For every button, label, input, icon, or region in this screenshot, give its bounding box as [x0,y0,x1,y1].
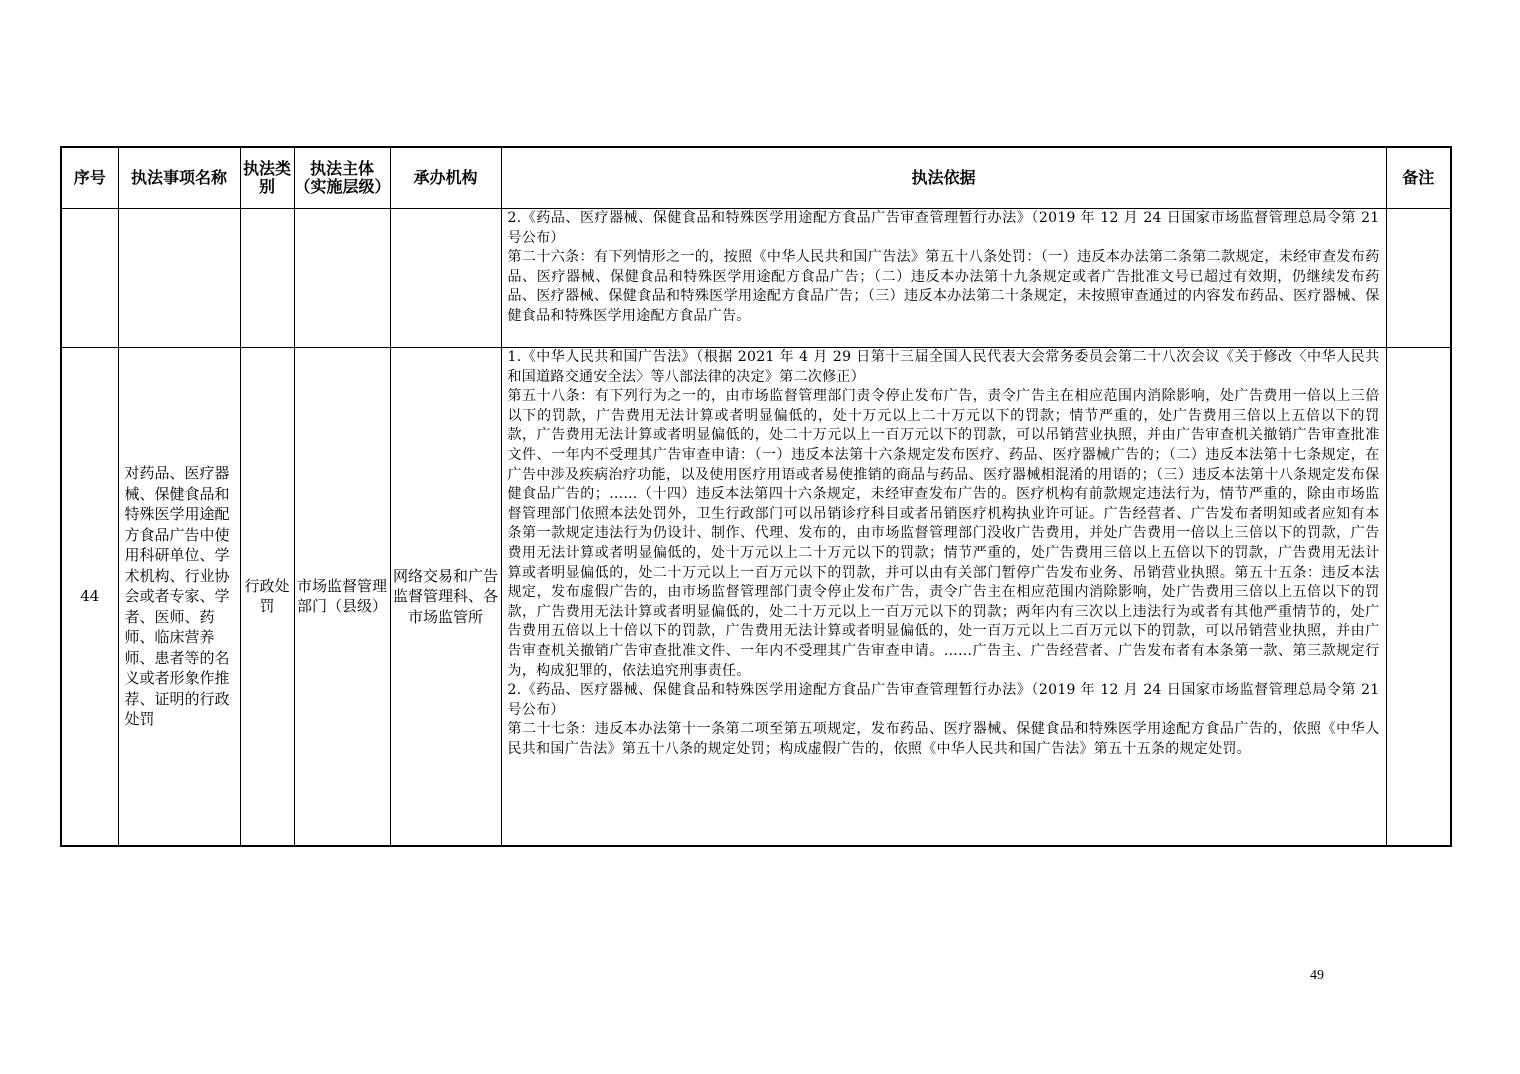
header-row [61,147,1451,209]
enforcement-table [60,146,1452,847]
basis-paragraph: 2.《药品、医疗器械、保健食品和特殊医学用途配方食品广告审查管理暂行办法》（2019 年 12 月 24 日国家市场监督管理总局令第 21 号公布） [507,210,1380,246]
page-number: 49 [1310,968,1324,983]
basis-paragraph: 2.《药品、医疗器械、保健食品和特殊医学用途配方食品广告审查管理暂行办法》（2019 年 12 月 24 日国家市场监督管理总局令第 21 号公布） [507,682,1380,718]
cell-category: 行政处罚 [240,348,294,846]
cell-category [240,209,294,348]
cell-seq [61,209,118,348]
header-remarks: 备注 [1386,147,1451,209]
cell-subject [294,209,390,348]
cell-agency [390,209,501,348]
table-row [61,209,1451,348]
header-basis: 执法依据 [501,147,1386,209]
cell-subject: 市场监督管理部门（县级） [294,348,390,846]
cell-basis [501,348,1386,846]
table-row [61,348,1451,846]
basis-paragraph: 第二十七条：违反本办法第十一条第二项至第五项规定，发布药品、医疗器械、保健食品和特殊医学用途配方食品广告的，依照《中华人民共和国广告法》第五十八条的规定处罚；构成虚假广告的，依照《中华人民共和国广告法》第五十五条的规定处罚。 [507,721,1380,757]
header-agency: 承办机构 [390,147,501,209]
cell-item-name: 对药品、医疗器械、保健食品和特殊医学用途配方食品广告中使用科研单位、学术机构、行业协会或者专家、学者、医师、药师、临床营养师、患者等的名义或者形象作推荐、证明的行政处罚 [118,348,240,846]
cell-seq: 44 [61,348,118,846]
header-item-name: 执法事项名称 [118,147,240,209]
header-category: 执法类别 [240,147,294,209]
header-seq: 序号 [61,147,118,209]
cell-remarks [1386,209,1451,348]
header-subject: 执法主体（实施层级） [294,147,390,209]
cell-remarks [1386,348,1451,846]
cell-item-name [118,209,240,348]
basis-paragraph: 第五十八条：有下列行为之一的，由市场监督管理部门责令停止发布广告，责令广告主在相应范围内消除影响，处广告费用一倍以上三倍以下的罚款，广告费用无法计算或者明显偏低的，处十万元以上二十万元以下的罚款；情节严重的，处广告费用三倍以上五倍以下的罚款，广告费用无法计算或者明显偏低的，处二十万元以上一百万元以下的罚款，可以吊销营业执照，并由广告审查机关撤销广告审查批准文件、一年内不受理其广告审查申请：（一）违反本法第十六条规定发布医疗、药品、医疗器械广告的；（二）违反本法第十七条规定，在广告中涉及疾病治疗功能，以及使用医疗用语或者易使推销的商品与药品、医疗器械相混淆的用语的；（三）违反本法第十八条规定发布保健食品广告的；……（十四）违反本法第四十六条规定，未经审查发布广告的。医疗机构有前款规定违法行为，情节严重的，除由市场监督管理部门依照本法处罚外，卫生行政部门可以吊销诊疗科目或者吊销医疗机构执业许可证。广告经营者、广告发布者明知或者应知有本条第一款规定违法行为仍设计、制作、代理、发布的，由市场监督管理部门没收广告费用，并处广告费用一倍以上三倍以下的罚款，广告费用无法计算或者明显偏低的，处十万元以上二十万元以下的罚款；情节严重的，处广告费用三倍以上五倍以下的罚款，广告费用无法计算或者明显偏低的，处二十万元以上一百万元以下的罚款，并可以由有关部门暂停广告发布业务、吊销营业执照。第五十五条：违反本法规定，发布虚假广告的，由市场监督管理部门责令停止发布广告，责令广告主在相应范围内消除影响，处广告费用三倍以上五倍以下的罚款，广告费用无法计算或者明显偏低的，处二十万元以上一百万元以下的罚款；两年内有三次以上违法行为或者有其他严重情节的，处广告费用五倍以上十倍以下的罚款，广告费用无法计算或者明显偏低的，处一百万元以上二百万元以下的罚款，可以吊销营业执照，并由广告审查机关撤销广告审查批准文件、一年内不受理其广告审查申请。……广告主、广告经营者、广告发布者有本条第一款、第三款规定行为，构成犯罪的，依法追究刑事责任。 [507,388,1380,679]
cell-basis [501,209,1386,348]
basis-paragraph: 1.《中华人民共和国广告法》（根据 2021 年 4 月 29 日第十三届全国人民代表大会常务委员会第二十八次会议《关于修改〈中华人民共和国道路交通安全法〉等八部法律的决定》第二次修正） [507,349,1380,385]
cell-agency: 网络交易和广告监督管理科、各市场监管所 [390,348,501,846]
basis-paragraph: 第二十六条：有下列情形之一的，按照《中华人民共和国广告法》第五十八条处罚：（一）违反本办法第二条第二款规定，未经审查发布药品、医疗器械、保健食品和特殊医学用途配方食品广告；（二）违反本办法第十九条规定或者广告批准文号已超过有效期，仍继续发布药品、医疗器械、保健食品和特殊医学用途配方食品广告；（三）违反本办法第二十条规定，未按照审查通过的内容发布药品、医疗器械、保健食品和特殊医学用途配方食品广告。 [507,249,1380,324]
